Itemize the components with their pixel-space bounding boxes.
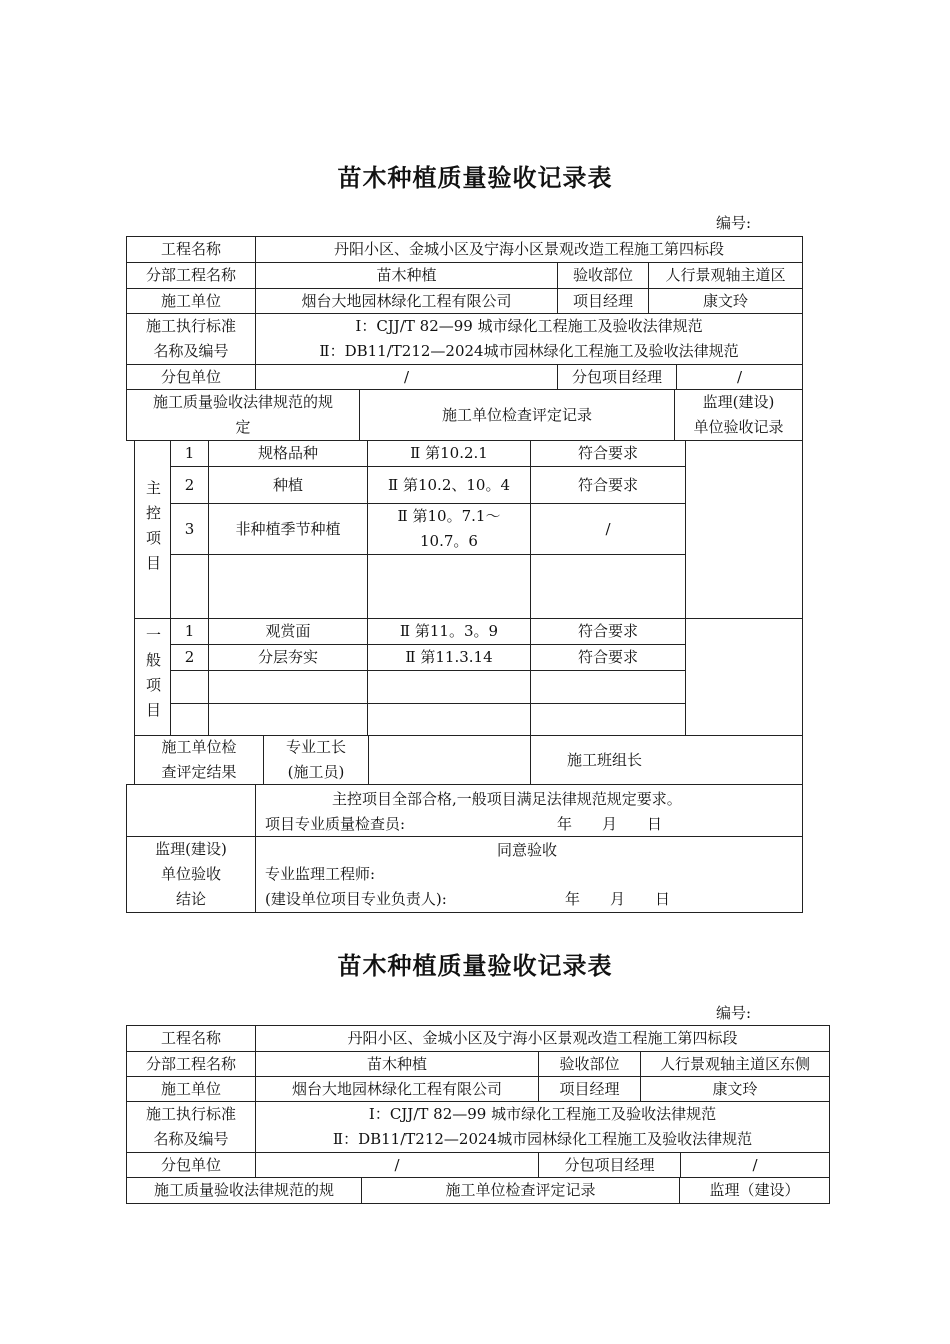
main-item-empty — [208, 554, 368, 619]
main-item-name: 规格品种 — [208, 440, 368, 467]
standard-1: Ⅰ：CJJ/T 82—99 城市绿化工程施工及验收法律规范 — [368, 1105, 717, 1123]
subcontractor-label: 分包单位 — [126, 1152, 256, 1178]
main-item-result: / — [530, 503, 686, 555]
contractor-label: 施工单位 — [126, 1076, 256, 1102]
subcontractor-label: 分包单位 — [126, 364, 256, 390]
pm-value: 康文玲 — [648, 288, 803, 314]
standard-label: 施工执行标准 名称及编号 — [126, 1101, 256, 1153]
general-item-name: 观赏面 — [208, 618, 368, 645]
general-item-empty — [530, 703, 686, 736]
pm-label: 项目经理 — [557, 288, 649, 314]
main-item-result: 符合要求 — [530, 466, 686, 504]
eval-result-text: 主控项目全部合格,一般项目满足法律规范规定要求。 — [332, 790, 682, 808]
conclusion-text: 同意验收 — [497, 841, 558, 859]
check-header: 施工单位检查评定记录 — [361, 1177, 680, 1204]
standard-label: 施工执行标准 名称及编号 — [126, 313, 256, 365]
standard-cell — [255, 313, 803, 365]
main-item-no: 2 — [170, 466, 209, 504]
inspection-part-label: 验收部位 — [538, 1051, 641, 1077]
general-item-name: 分层夯实 — [208, 644, 368, 671]
general-item-empty — [208, 703, 368, 736]
general-supervision-cell — [685, 618, 803, 736]
main-item-no: 3 — [170, 503, 209, 555]
spec-header: 施工质量验收法律规范的规 — [126, 1177, 362, 1204]
pm-value: 康文玲 — [640, 1076, 830, 1102]
inspection-part-value: 人行景观轴主道区东侧 — [640, 1051, 830, 1077]
general-item-result: 符合要求 — [530, 618, 686, 645]
subcontractor-value: / — [255, 364, 558, 390]
contractor-value: 烟台大地园林绿化工程有限公司 — [255, 288, 558, 314]
general-item-no: 2 — [170, 644, 209, 671]
spec-header: 施工质量验收法律规范的规 定 — [126, 389, 360, 441]
sub-pm-value: / — [680, 1152, 830, 1178]
subcontractor-value: / — [255, 1152, 539, 1178]
main-item-empty — [530, 554, 686, 619]
project-name-label: 工程名称 — [126, 1025, 256, 1052]
main-item-clause: Ⅱ 第10.2.1 — [367, 440, 531, 467]
general-item-clause: Ⅱ 第11.3.14 — [367, 644, 531, 671]
sub-pm-label: 分包项目经理 — [538, 1152, 681, 1178]
owner-rep-label: (建设单位项目专业负责人): — [265, 890, 447, 908]
general-item-empty — [367, 703, 531, 736]
supervisor-label: 专业监理工程师: — [265, 865, 376, 883]
eval-label: 施工单位检 查评定结果 — [134, 735, 264, 785]
general-item-empty — [530, 670, 686, 704]
standard-1: Ⅰ：CJJ/T 82—99 城市绿化工程施工及验收法律规范 — [355, 317, 703, 335]
form2-title: 苗木种植质量验收记录表 — [337, 952, 613, 980]
main-item-empty — [170, 554, 209, 619]
project-name-label: 工程名称 — [126, 236, 256, 263]
general-item-clause: Ⅱ 第11。3。9 — [367, 618, 531, 645]
date-1: 年 月 日 — [557, 815, 663, 833]
general-item-empty — [367, 670, 531, 704]
main-item-name: 种植 — [208, 466, 368, 504]
project-name-value: 丹阳小区、金城小区及宁海小区景观改造工程施工第四标段 — [255, 1025, 830, 1052]
supervision-header: 监理(建设) 单位验收记录 — [674, 389, 803, 441]
sub-project-value: 苗木种植 — [255, 1051, 539, 1077]
form2-number-label: 编号: — [716, 1004, 752, 1022]
contractor-value: 烟台大地园林绿化工程有限公司 — [255, 1076, 539, 1102]
main-item-no: 1 — [170, 440, 209, 467]
main-item-clause: Ⅱ 第10。7.1～ 10.7。6 — [367, 503, 531, 555]
sub-project-label: 分部工程名称 — [126, 1051, 256, 1077]
form1-title: 苗木种植质量验收记录表 — [337, 164, 613, 192]
standard-2: Ⅱ：DB11/T212—2024城市园林绿化工程施工及验收法律规范 — [332, 1130, 753, 1148]
conclusion-label: 监理(建设) 单位验收 结论 — [126, 836, 256, 913]
general-item-empty — [208, 670, 368, 704]
sub-project-label: 分部工程名称 — [126, 262, 256, 289]
main-items-label: 主控项目 — [134, 440, 171, 619]
main-item-empty — [367, 554, 531, 619]
contractor-label: 施工单位 — [126, 288, 256, 314]
sub-pm-label: 分包项目经理 — [557, 364, 677, 390]
date-2: 年 月 日 — [565, 890, 671, 908]
general-item-result: 符合要求 — [530, 644, 686, 671]
project-name-value: 丹阳小区、金城小区及宁海小区景观改造工程施工第四标段 — [255, 236, 803, 263]
supervision-header: 监理（建设） — [679, 1177, 830, 1204]
main-item-clause: Ⅱ 第10.2、10。4 — [367, 466, 531, 504]
form1-number-label: 编号: — [716, 214, 752, 232]
sub-project-value: 苗木种植 — [255, 262, 558, 289]
standard-cell — [255, 1101, 830, 1153]
general-items-label: 一般项目 — [134, 618, 171, 736]
general-item-empty — [170, 670, 209, 704]
team-leader-label: 施工班组长 — [530, 735, 803, 785]
foreman-signature — [368, 735, 531, 785]
general-item-no: 1 — [170, 618, 209, 645]
sub-pm-value: / — [676, 364, 803, 390]
inspection-part-label: 验收部位 — [557, 262, 649, 289]
general-item-empty — [170, 703, 209, 736]
pm-label: 项目经理 — [538, 1076, 641, 1102]
main-item-name: 非种植季节种植 — [208, 503, 368, 555]
foreman-label: 专业工长 (施工员) — [263, 735, 369, 785]
qc-inspector-label: 项目专业质量检查员: — [265, 815, 406, 833]
check-header: 施工单位检查评定记录 — [359, 389, 675, 441]
main-item-result: 符合要求 — [530, 440, 686, 467]
eval-result-blank — [126, 784, 256, 837]
inspection-part-value: 人行景观轴主道区 — [648, 262, 803, 289]
standard-2: Ⅱ：DB11/T212—2024城市园林绿化工程施工及验收法律规范 — [319, 342, 739, 360]
main-supervision-cell — [685, 440, 803, 619]
